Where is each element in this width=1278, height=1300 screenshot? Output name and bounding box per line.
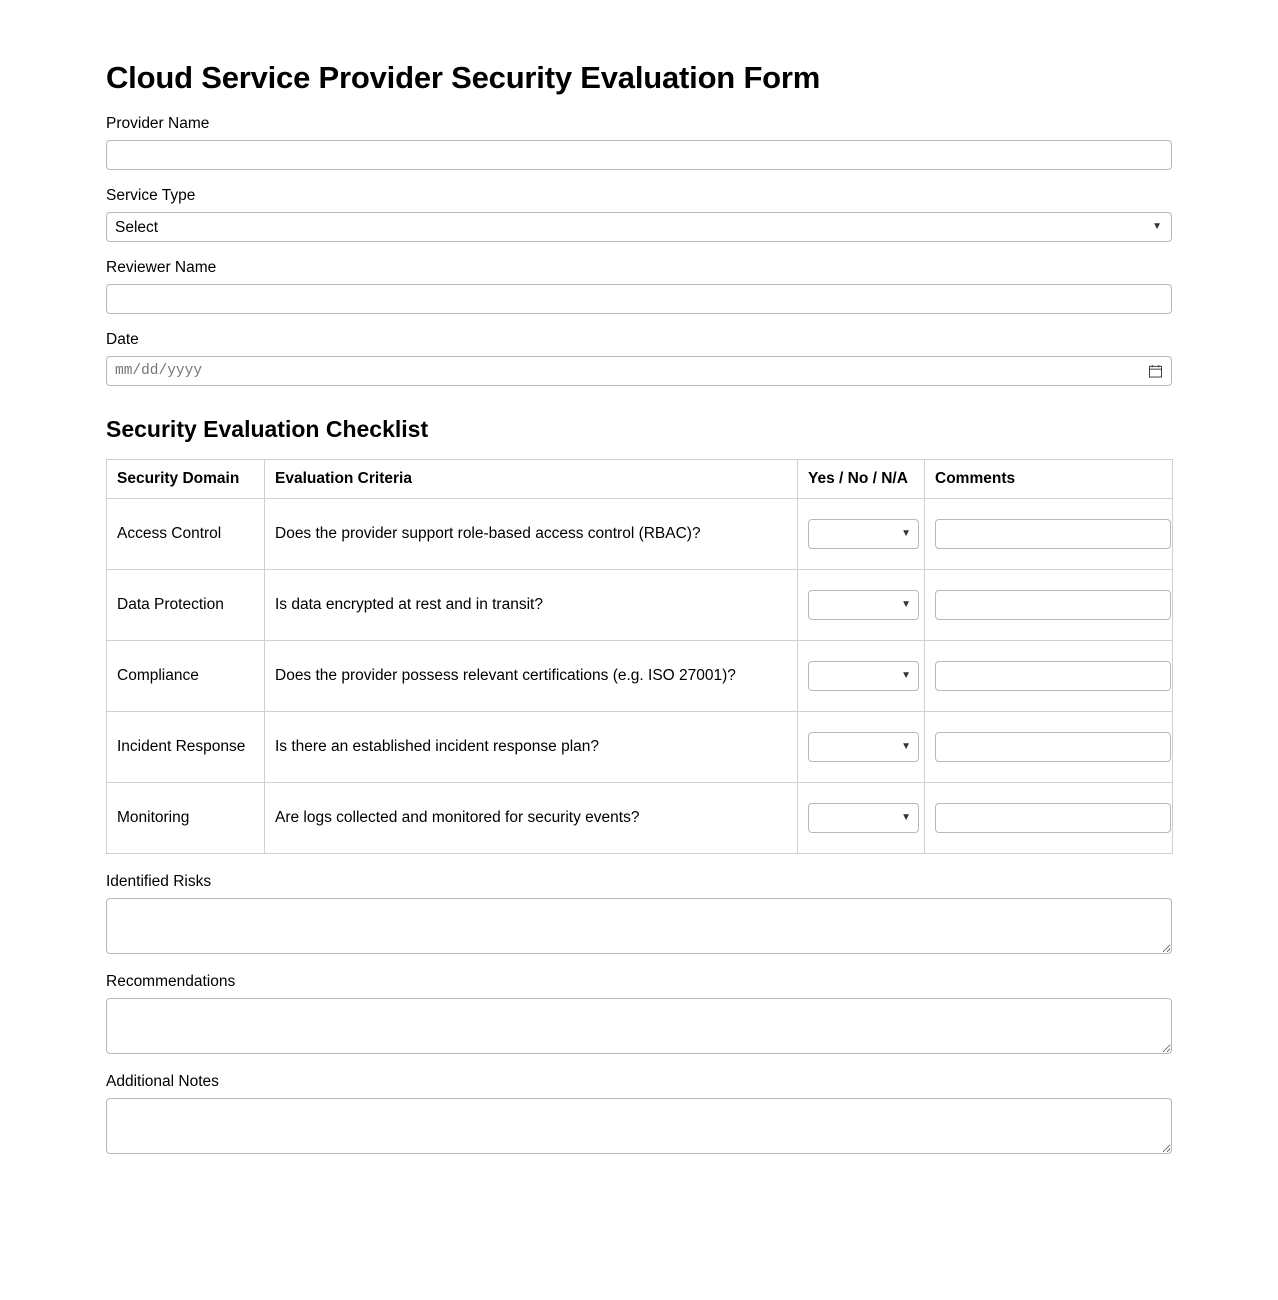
answer-select[interactable]: [808, 519, 919, 549]
reviewer-name-input[interactable]: [106, 284, 1172, 314]
cell-answer: [798, 712, 925, 783]
cell-security-domain: Data Protection: [107, 570, 265, 641]
cell-comments: [925, 783, 1173, 854]
answer-select[interactable]: [808, 803, 919, 833]
column-header-evaluation-criteria: Evaluation Criteria: [265, 460, 798, 499]
additional-notes-textarea[interactable]: [106, 1098, 1172, 1154]
chevron-down-icon: ▼: [901, 670, 911, 681]
checklist-heading: Security Evaluation Checklist: [106, 416, 429, 442]
comment-input[interactable]: [935, 732, 1171, 762]
cell-security-domain: Compliance: [107, 641, 265, 712]
table-row: [107, 712, 1173, 783]
cell-evaluation-criteria: Are logs collected and monitored for security events?: [265, 783, 798, 854]
chevron-down-icon: ▼: [1152, 221, 1162, 232]
cell-evaluation-criteria: Is there an established incident response plan?: [265, 712, 798, 783]
cell-comments: [925, 641, 1173, 712]
date-field-block: [106, 330, 1172, 386]
comment-input[interactable]: [935, 803, 1171, 833]
identified-risks-label: Identified Risks: [106, 873, 212, 890]
date-label: Date: [106, 331, 139, 348]
cell-security-domain: Access Control: [107, 499, 265, 570]
column-header-comments: Comments: [925, 460, 1173, 499]
cell-evaluation-criteria: Does the provider possess relevant certifications (e.g. ISO 27001)?: [265, 641, 798, 712]
recommendations-block: [106, 972, 1172, 1054]
cell-evaluation-criteria: Does the provider support role-based access control (RBAC)?: [265, 499, 798, 570]
identified-risks-block: [106, 872, 1172, 954]
column-header-security-domain: Security Domain: [107, 460, 265, 499]
service-type-field-block: [106, 186, 1172, 242]
table-row: [107, 641, 1173, 712]
cell-answer: [798, 783, 925, 854]
provider-name-field-block: [106, 114, 1172, 170]
cell-security-domain: Monitoring: [107, 783, 265, 854]
date-input[interactable]: [106, 356, 1172, 386]
cell-comments: [925, 499, 1173, 570]
identified-risks-textarea[interactable]: [106, 898, 1172, 954]
cell-evaluation-criteria: Is data encrypted at rest and in transit?: [265, 570, 798, 641]
provider-name-label: Provider Name: [106, 115, 210, 132]
comment-input[interactable]: [935, 661, 1171, 691]
chevron-down-icon: ▼: [901, 528, 911, 539]
table-row: [107, 570, 1173, 641]
chevron-down-icon: ▼: [901, 741, 911, 752]
table-row: [107, 783, 1173, 854]
additional-notes-label: Additional Notes: [106, 1073, 219, 1090]
cell-answer: [798, 499, 925, 570]
table-row: [107, 499, 1173, 570]
service-type-label: Service Type: [106, 187, 196, 204]
column-header-answer: Yes / No / N/A: [798, 460, 925, 499]
comment-input[interactable]: [935, 590, 1171, 620]
answer-select[interactable]: [808, 732, 919, 762]
reviewer-name-field-block: [106, 258, 1172, 314]
answer-select[interactable]: [808, 661, 919, 691]
cell-security-domain: Incident Response: [107, 712, 265, 783]
service-type-select[interactable]: [106, 212, 1172, 242]
cell-comments: [925, 712, 1173, 783]
recommendations-textarea[interactable]: [106, 998, 1172, 1054]
comment-input[interactable]: [935, 519, 1171, 549]
provider-name-input[interactable]: [106, 140, 1172, 170]
page-title: Cloud Service Provider Security Evaluation Form: [106, 60, 821, 95]
answer-select[interactable]: [808, 590, 919, 620]
chevron-down-icon: ▼: [901, 812, 911, 823]
cell-comments: [925, 570, 1173, 641]
cell-answer: [798, 570, 925, 641]
cell-answer: [798, 641, 925, 712]
recommendations-label: Recommendations: [106, 973, 236, 990]
table-header-row: [107, 460, 1173, 499]
additional-notes-block: [106, 1072, 1172, 1154]
security-evaluation-table: [106, 459, 1173, 854]
reviewer-name-label: Reviewer Name: [106, 259, 217, 276]
chevron-down-icon: ▼: [901, 599, 911, 610]
